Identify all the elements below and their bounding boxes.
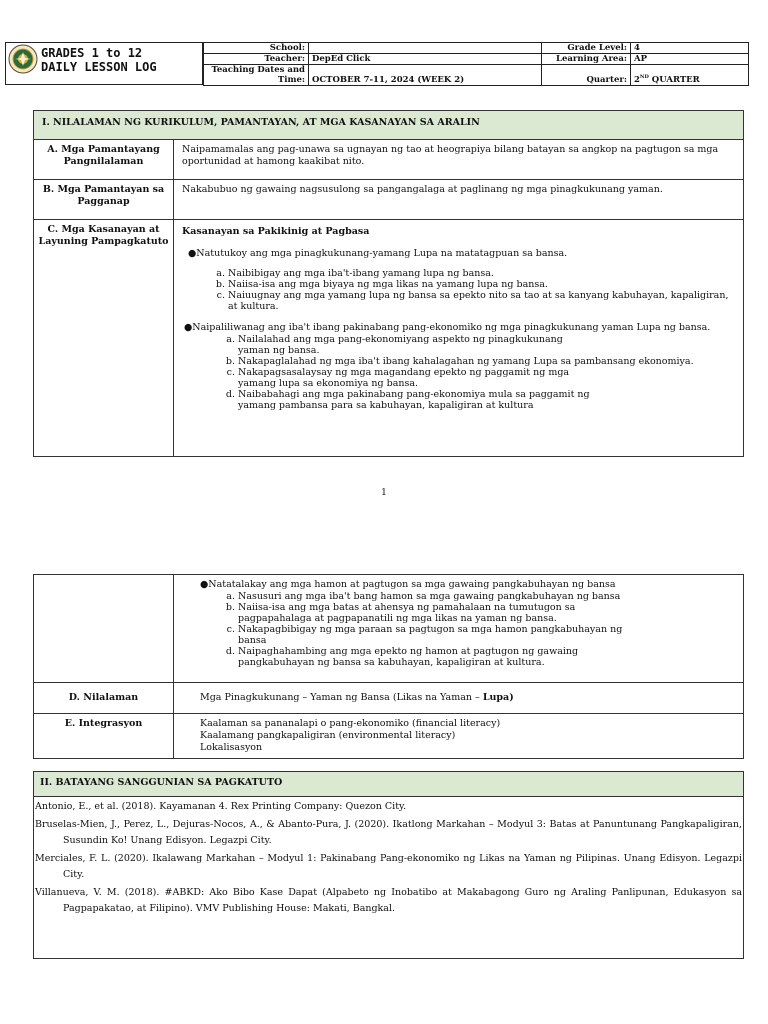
list-item: c. Nakapagsasalaysay ng mga magandang epekto ng paggamit ng mga yamang lupa sa ekonomiya ng bansa. xyxy=(238,367,585,389)
quarter-value xyxy=(631,65,749,86)
list-item: a. Nailalahad ang mga pang-ekonomiyang aspekto ng pinagkukunang yaman ng bansa. xyxy=(238,334,585,356)
references-cell xyxy=(34,797,744,959)
objective-3-text: Natatalakay ang mga hamon at pagtugon sa mga gawaing pangkabuhayan ng bansa xyxy=(208,579,616,590)
lesson-info-table xyxy=(203,42,749,86)
section1-heading: I. NILALAMAN NG KURIKULUM, PAMANTAYAN, AT MGA KASANAYAN SA ARALIN xyxy=(34,111,744,140)
page-number: 1 xyxy=(381,488,387,498)
quarter-number: 2 xyxy=(634,75,640,85)
competencies-label: C. Mga Kasanayan at Layuning Pampagkatuto xyxy=(34,220,174,457)
bullet-icon: ● xyxy=(188,248,197,259)
list-item: c. Naiuugnay ang mga yamang lupa ng bansa sa epekto nito sa tao at sa kanyang kabuhayan, kapaligiran, at kultura. xyxy=(228,290,735,312)
quarter-suffix: ND xyxy=(639,74,649,81)
list-item: d. Naipaghahambing ang mga epekto ng hamon at pagtugon ng gawaing pangkabuhayan ng bansa sa kabuhayan, kapaligiran at kultura. xyxy=(238,646,635,668)
header-title-line1: GRADES 1 to 12 xyxy=(41,46,143,60)
competencies-cell xyxy=(174,220,744,457)
objective-1-text: Natutukoy ang mga pinagkukunang-yamang Lupa na matatagpuan sa bansa. xyxy=(196,248,568,259)
teaching-dates-label-line2: Time: xyxy=(277,75,305,85)
integration-line: Kaalamang pangkapaligiran (environmental literacy) xyxy=(200,730,456,741)
list-item: a. Naibibigay ang mga iba't-ibang yamang lupa ng bansa. xyxy=(228,268,735,279)
integration-cell xyxy=(174,714,744,759)
list-item: b. Naiisa-isa ang mga biyaya ng mga likas na yamang lupa ng bansa. xyxy=(228,279,735,290)
competencies-heading: Kasanayan sa Pakikinig at Pagbasa xyxy=(182,226,370,237)
curriculum-table xyxy=(33,110,744,457)
objective-2-list xyxy=(182,334,735,411)
bullet-icon: ● xyxy=(184,322,193,333)
objective-1-list xyxy=(182,268,735,312)
list-item: c. Nakapagbibigay ng mga paraan sa pagtugon sa mga hamon pangkabuhayan ng bansa xyxy=(238,624,635,646)
objective-3-line xyxy=(200,579,735,591)
integration-line: Kaalaman sa pananalapi o pang-ekonomiko (financial literacy) xyxy=(200,718,501,729)
grade-level-value: 4 xyxy=(631,43,749,54)
list-item: b. Naiisa-isa ang mga batas at ahensya ng pamahalaan na tumutugon sa pagpapahalaga at pagpapanatili ng mga likas na yaman ng bansa. xyxy=(238,602,635,624)
grade-level-label: Grade Level: xyxy=(542,43,631,54)
quarter-label: Quarter: xyxy=(542,65,631,86)
performance-standards-label: B. Mga Pamantayan sa Pagganap xyxy=(34,180,174,220)
teacher-label: Teacher: xyxy=(204,54,309,65)
teaching-dates-value: OCTOBER 7-11, 2024 (WEEK 2) xyxy=(309,65,542,86)
header-title xyxy=(41,46,157,74)
list-item: d. Naibabahagi ang mga pakinabang pang-ekonomiya mula sa paggamit ng yamang pambansa para sa kabuhayan, kapaligiran at kultura xyxy=(238,389,625,411)
bullet-icon: ● xyxy=(200,579,209,590)
list-item: b. Nakapaglalahad ng mga iba't ibang kahalagahan ng yamang Lupa sa pambansang ekonomiya. xyxy=(238,356,735,367)
performance-standards-text: Nakabubuo ng gawaing nagsusulong sa pangangalaga at paglinang ng mga pinagkukunang yaman. xyxy=(174,180,744,220)
content-text-bold: Lupa) xyxy=(482,692,514,703)
content-standards-text: Naipamamalas ang pag-unawa sa ugnayan ng tao at heograpiya bilang batayan sa angkop na pagtugon sa mga oportunidad at hamong kaakibat nito. xyxy=(174,140,744,180)
reference-item: Bruselas-Mien, J., Perez, L., Dejuras-Nocos, A., & Abanto-Pura, J. (2020). Ikatlong Markahan – Modyul 3: Batas at Panuntunang Pangkapaligiran, Susundin Ko! Unang Edisyon. Legazpi City. xyxy=(35,819,742,846)
competencies-label-empty xyxy=(34,575,174,683)
teaching-dates-label-line1: Teaching Dates and xyxy=(211,65,305,75)
objective-2-text: Naipaliliwanag ang iba't ibang pakinabang pang-ekonomiko ng mga pinagkukunang yaman Lupa ng bansa. xyxy=(192,322,711,333)
objective-1 xyxy=(182,248,735,260)
list-item: a. Nasusuri ang mga iba't bang hamon sa mga gawaing pangkabuhayan ng bansa xyxy=(238,591,735,602)
content-text-main: Mga Pinagkukunang – Yaman ng Bansa (Likas na Yaman – xyxy=(200,692,483,703)
school-label: School: xyxy=(204,43,309,54)
deped-seal-icon xyxy=(8,44,38,74)
content-text xyxy=(174,683,744,714)
content-label: D. Nilalaman xyxy=(34,683,174,714)
reference-item: Antonio, E., et al. (2018). Kayamanan 4. Rex Printing Company: Quezon City. xyxy=(35,801,407,812)
learning-area-label: Learning Area: xyxy=(542,54,631,65)
teacher-value: DepEd Click xyxy=(309,54,542,65)
learning-area-value: AP xyxy=(631,54,749,65)
reference-item: Merciales, F. L. (2020). Ikalawang Markahan – Modyul 1: Pakinabang Pang-ekonomiko ng Likas na Yaman ng Pilipinas. Unang Edisyon. Legazpi City. xyxy=(35,853,742,880)
references-table xyxy=(33,771,744,959)
content-standards-label: A. Mga Pamantayang Pangnilalaman xyxy=(34,140,174,180)
reference-item: Villanueva, V. M. (2018). #ABKD: Ako Bibo Kase Dapat (Alpabeto ng Inobatibo at Makabagong Guro ng Araling Panlipunan, Edukasyon sa Pagpapakatao, at Filipino). VMV Publishing House: Makati, Bangkal. xyxy=(35,887,742,914)
quarter-word: QUARTER xyxy=(648,75,700,85)
integration-label: E. Integrasyon xyxy=(34,714,174,759)
header-title-line2: DAILY LESSON LOG xyxy=(41,60,157,74)
objective-3-list xyxy=(200,591,735,668)
school-value xyxy=(309,43,542,54)
teaching-dates-label xyxy=(204,65,309,86)
objective-3 xyxy=(174,575,744,683)
curriculum-table-continued xyxy=(33,574,744,759)
section2-heading: II. BATAYANG SANGGUNIAN SA PAGKATUTO xyxy=(34,772,744,797)
objective-2 xyxy=(182,322,735,334)
integration-line: Lokalisasyon xyxy=(200,742,263,753)
